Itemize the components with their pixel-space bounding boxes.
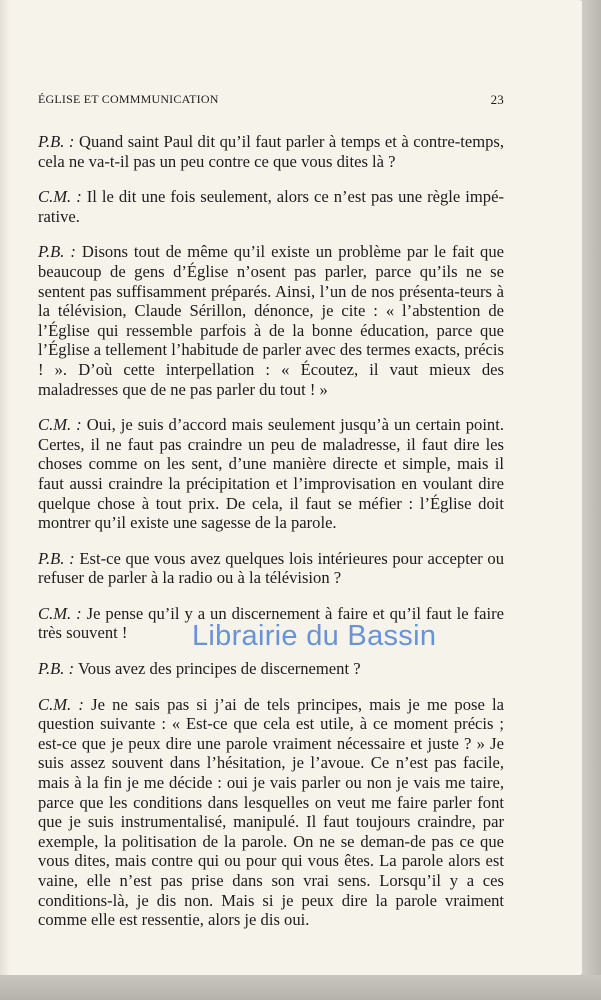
speaker-label: C.M. : — [38, 187, 82, 207]
paragraph-text: Oui, je suis d’accord mais seulement jusqu’à un certain point. Certes, il ne faut pas craindre un peu de maladresse, il faut dire les choses comme on les sent, d’une manière directe et simple, mais il faut aussi craindre la précipitation et l’improvisation en voulant dire quelque chose à tout prix. De cela, il faut se méfier : l’Église doit montrer qu’il existe une sagesse de la parole. — [38, 415, 504, 533]
paragraph — [38, 187, 504, 226]
paragraph-text: Vous avez des principes de discernement ? — [77, 659, 361, 679]
speaker-label: C.M. : — [38, 694, 84, 714]
page-bottom-edge — [0, 975, 601, 1000]
speaker-label: P.B. : — [38, 659, 75, 679]
paragraph — [38, 659, 504, 679]
paragraph-text: Quand saint Paul dit qu’il faut parler à temps et à contre-temps, cela ne va-t-il pas un peu contre ce que vous dites là ? — [38, 132, 505, 171]
paragraph-text: Je ne sais pas si j’ai de tels principes, mais je me pose la question suivante : « Est-ce que cela est utile, à ce moment précis ; est-ce que je peux dire une parole vraiment nécessaire et juste ? » Je suis assez souvent dans l’hésitation, je l’avoue. Ce n’est pas facile, mais à la fin je me décide : oui je vais parler ou non je vais me taire, parce que les conditions dans lesquelles on veut me faire parler font que je suis instrumentalisé, manipulé. Il faut toujours craindre, par exemple, la politisation de la parole. On ne se deman-de pas ce que vous dites, mais contre qui ou pour qui vous êtes. La parole alors est vaine, elle n’est pas prise dans son vrai sens. Lorsqu’il y a ces conditions-là, je dis non. Mais si je peux dire la parole vraiment comme elle est ressentie, alors je dis oui. — [38, 694, 504, 930]
paragraph — [38, 695, 504, 930]
spine-shadow — [0, 0, 10, 975]
running-head: ÉGLISE ET COMMMUNICATION — [38, 92, 219, 106]
paragraph-text: Disons tout de même qu’il existe un problème par le fait que beaucoup de gens d’Église n’osent pas parler, parce qu’ils ne se sentent pas suffisamment préparés. Ainsi, l’un de nos présenta-teurs à la télévision, Claude Sérillon, dénonce, je cite : « l’abstention de l’Église qui ressemble parfois à de la bonne éducation, parce que l’Église a tellement l’habitude de parler avec des termes exacts, précis ! ». D’où cette interpellation : « Écoutez, il vaut mieux des maladresses que de ne pas parler du tout ! » — [38, 242, 504, 399]
speaker-label: P.B. : — [38, 132, 75, 151]
speaker-label: C.M. : — [38, 603, 82, 623]
page-edge — [582, 0, 601, 1000]
paragraph — [38, 242, 504, 399]
paragraph-text: Est-ce que vous avez quelques lois intérieures pour accepter ou refuser de parler à la radio ou à la télévision ? — [38, 548, 504, 588]
paragraph-text: Je pense qu’il y a un discernement à faire et qu’il faut le faire très souvent ! — [38, 603, 504, 643]
speaker-label: P.B. : — [38, 242, 76, 262]
speaker-label: P.B. : — [38, 548, 75, 568]
paragraph — [38, 549, 504, 588]
interview-text — [38, 132, 504, 946]
paragraph — [38, 132, 504, 171]
watermark: Librairie du Bassin — [192, 620, 437, 652]
paragraph-text: Il le dit une fois seulement, alors ce n’est pas une règle impé-rative. — [38, 187, 504, 226]
paragraph — [38, 415, 504, 533]
speaker-label: C.M. : — [38, 415, 82, 435]
page-number: 23 — [490, 92, 504, 107]
